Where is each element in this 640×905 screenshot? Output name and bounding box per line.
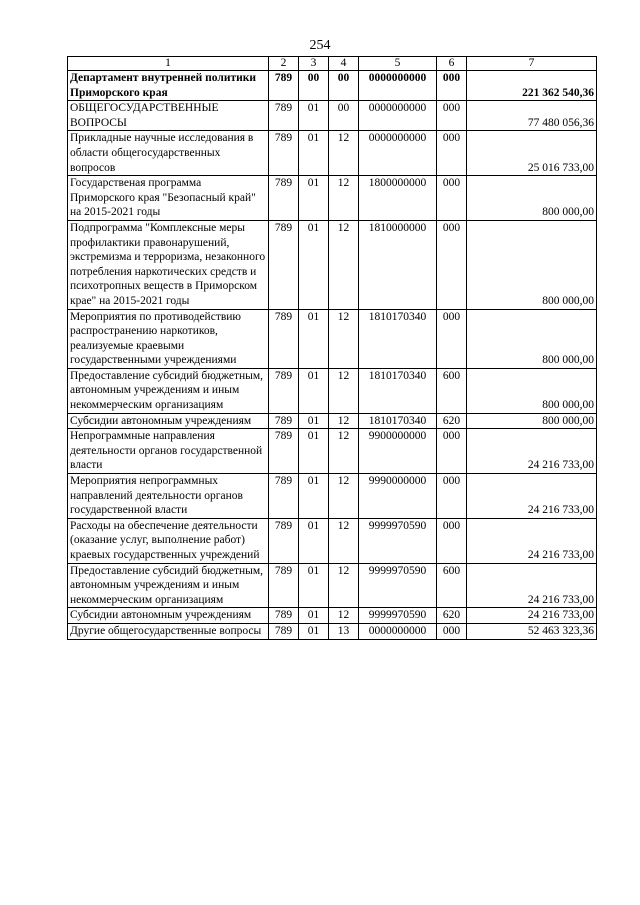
row-name-cell: Подпрограмма "Комплексные меры профилактики правонарушений, экстремизма и терроризма, незаконного потребления наркотических средств и психотропных веществ в Приморском крае" на 2015-2021 годы (68, 220, 269, 309)
row-name-cell: Государственая программа Приморского края "Безопасный край" на 2015-2021 годы (68, 176, 269, 221)
subsection-code-cell: 12 (329, 563, 359, 608)
section-code-cell: 01 (299, 309, 329, 368)
expense-type-cell: 000 (437, 309, 467, 368)
amount-cell: 24 216 733,00 (467, 608, 597, 624)
amount-cell: 800 000,00 (467, 176, 597, 221)
subsection-code-cell: 12 (329, 518, 359, 563)
target-article-cell: 1810170340 (359, 368, 437, 413)
target-article-cell: 1810170340 (359, 413, 437, 429)
amount-cell: 800 000,00 (467, 220, 597, 309)
ministry-code-cell: 789 (269, 101, 299, 131)
page-number: 254 (309, 38, 331, 53)
section-code-cell: 01 (299, 368, 329, 413)
table-row (68, 220, 597, 309)
table-row (68, 71, 597, 101)
row-name-cell: Предоставление субсидий бюджетным, автономным учреждениям и иным некоммерческим организациям (68, 368, 269, 413)
subsection-code-cell: 12 (329, 413, 359, 429)
expense-type-cell: 600 (437, 563, 467, 608)
section-code-cell: 01 (299, 131, 329, 176)
table-row (68, 131, 597, 176)
subsection-code-cell: 12 (329, 220, 359, 309)
amount-cell: 221 362 540,36 (467, 71, 597, 101)
section-code-cell: 01 (299, 608, 329, 624)
ministry-code-cell: 789 (269, 429, 299, 474)
amount-cell: 52 463 323,36 (467, 623, 597, 639)
table-row (68, 101, 597, 131)
target-article-cell: 1810170340 (359, 309, 437, 368)
column-header: 1 (68, 57, 269, 71)
ministry-code-cell: 789 (269, 220, 299, 309)
expense-type-cell: 000 (437, 71, 467, 101)
subsection-code-cell: 12 (329, 429, 359, 474)
table-row (68, 309, 597, 368)
ministry-code-cell: 789 (269, 131, 299, 176)
target-article-cell: 9999970590 (359, 608, 437, 624)
ministry-code-cell: 789 (269, 623, 299, 639)
subsection-code-cell: 13 (329, 623, 359, 639)
section-code-cell: 01 (299, 429, 329, 474)
row-name-cell: Прикладные научные исследования в области общегосударственных вопросов (68, 131, 269, 176)
target-article-cell: 0000000000 (359, 71, 437, 101)
target-article-cell: 9999970590 (359, 518, 437, 563)
ministry-code-cell: 789 (269, 309, 299, 368)
expense-type-cell: 000 (437, 101, 467, 131)
table-row (68, 474, 597, 519)
amount-cell: 24 216 733,00 (467, 474, 597, 519)
expense-type-cell: 000 (437, 623, 467, 639)
target-article-cell: 1800000000 (359, 176, 437, 221)
amount-cell: 24 216 733,00 (467, 518, 597, 563)
section-code-cell: 01 (299, 101, 329, 131)
column-header: 6 (437, 57, 467, 71)
amount-cell: 800 000,00 (467, 368, 597, 413)
expense-type-cell: 000 (437, 131, 467, 176)
column-header: 2 (269, 57, 299, 71)
header-row (68, 57, 597, 71)
target-article-cell: 9999970590 (359, 563, 437, 608)
target-article-cell: 0000000000 (359, 131, 437, 176)
expense-type-cell: 620 (437, 413, 467, 429)
ministry-code-cell: 789 (269, 71, 299, 101)
amount-cell: 24 216 733,00 (467, 563, 597, 608)
amount-cell: 800 000,00 (467, 309, 597, 368)
amount-cell: 800 000,00 (467, 413, 597, 429)
amount-cell: 24 216 733,00 (467, 429, 597, 474)
ministry-code-cell: 789 (269, 176, 299, 221)
expense-type-cell: 620 (437, 608, 467, 624)
table-row (68, 563, 597, 608)
ministry-code-cell: 789 (269, 608, 299, 624)
table-row (68, 518, 597, 563)
target-article-cell: 1810000000 (359, 220, 437, 309)
ministry-code-cell: 789 (269, 413, 299, 429)
ministry-code-cell: 789 (269, 368, 299, 413)
subsection-code-cell: 12 (329, 474, 359, 519)
column-header: 7 (467, 57, 597, 71)
target-article-cell: 0000000000 (359, 101, 437, 131)
target-article-cell: 9900000000 (359, 429, 437, 474)
ministry-code-cell: 789 (269, 518, 299, 563)
expense-type-cell: 000 (437, 220, 467, 309)
table-row (68, 429, 597, 474)
column-header: 4 (329, 57, 359, 71)
subsection-code-cell: 12 (329, 176, 359, 221)
expense-type-cell: 600 (437, 368, 467, 413)
row-name-cell: Мероприятия по противодействию распространению наркотиков, реализуемые краевыми государственными учреждениями (68, 309, 269, 368)
row-name-cell: Мероприятия непрограммных направлений деятельности органов государственной власти (68, 474, 269, 519)
subsection-code-cell: 12 (329, 368, 359, 413)
subsection-code-cell: 12 (329, 131, 359, 176)
table-row (68, 623, 597, 639)
row-name-cell: Расходы на обеспечение деятельности (оказание услуг, выполнение работ) краевых государственных учреждений (68, 518, 269, 563)
section-code-cell: 00 (299, 71, 329, 101)
table-row (68, 368, 597, 413)
budget-table (67, 56, 597, 640)
table-row (68, 413, 597, 429)
amount-cell: 77 480 056,36 (467, 101, 597, 131)
subsection-code-cell: 12 (329, 608, 359, 624)
expense-type-cell: 000 (437, 429, 467, 474)
section-code-cell: 01 (299, 413, 329, 429)
column-header: 3 (299, 57, 329, 71)
column-header: 5 (359, 57, 437, 71)
row-name-cell: Другие общегосударственные вопросы (68, 623, 269, 639)
subsection-code-cell: 00 (329, 71, 359, 101)
subsection-code-cell: 12 (329, 309, 359, 368)
row-name-cell: Субсидии автономным учреждениям (68, 413, 269, 429)
row-name-cell: Департамент внутренней политики Приморского края (68, 71, 269, 101)
row-name-cell: Непрограммные направления деятельности органов государственной власти (68, 429, 269, 474)
table-row (68, 608, 597, 624)
expense-type-cell: 000 (437, 176, 467, 221)
section-code-cell: 01 (299, 518, 329, 563)
expense-type-cell: 000 (437, 474, 467, 519)
row-name-cell: Субсидии автономным учреждениям (68, 608, 269, 624)
table-row (68, 176, 597, 221)
row-name-cell: Предоставление субсидий бюджетным, автономным учреждениям и иным некоммерческим организациям (68, 563, 269, 608)
section-code-cell: 01 (299, 563, 329, 608)
target-article-cell: 0000000000 (359, 623, 437, 639)
target-article-cell: 9990000000 (359, 474, 437, 519)
section-code-cell: 01 (299, 176, 329, 221)
ministry-code-cell: 789 (269, 563, 299, 608)
section-code-cell: 01 (299, 474, 329, 519)
expense-type-cell: 000 (437, 518, 467, 563)
row-name-cell: ОБЩЕГОСУДАРСТВЕННЫЕ ВОПРОСЫ (68, 101, 269, 131)
ministry-code-cell: 789 (269, 474, 299, 519)
section-code-cell: 01 (299, 220, 329, 309)
subsection-code-cell: 00 (329, 101, 359, 131)
section-code-cell: 01 (299, 623, 329, 639)
amount-cell: 25 016 733,00 (467, 131, 597, 176)
